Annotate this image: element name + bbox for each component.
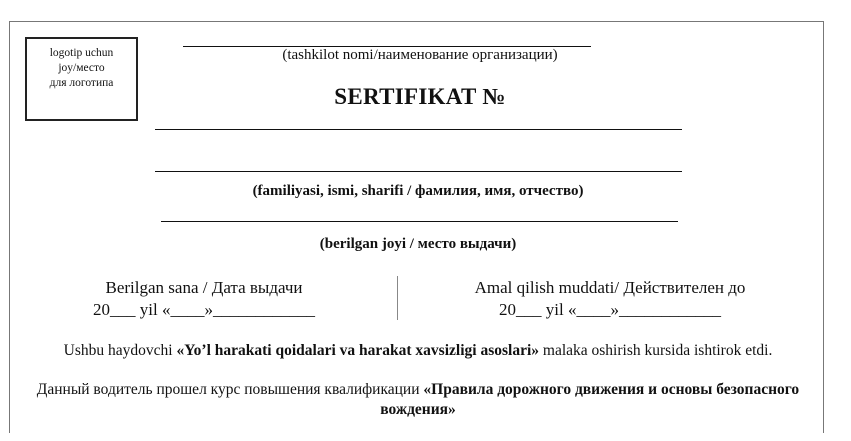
statement-uz	[64, 342, 773, 360]
issue-place-caption: (berilgan joyi / место выдачи)	[319, 236, 517, 252]
statement-ru-prefix: Данный водитель прошел курс повышения квалификации	[36, 381, 424, 398]
issue-place-line	[161, 221, 678, 222]
statement-uz-suffix: malaka oshirish kursida ishtirok etdi.	[539, 342, 773, 359]
logo-placeholder-line2: joy/место	[58, 62, 105, 74]
issue-date-label: Berilgan sana / Дата выдачи	[105, 278, 303, 297]
full-name-caption: (familiyasi, ismi, sharifi / фамилия, имя, отчество)	[252, 183, 584, 199]
logo-placeholder	[25, 37, 138, 121]
organization-caption: (tashkilot nomi/наименование организации)	[282, 47, 558, 63]
statement-uz-prefix: Ushbu haydovchi	[63, 342, 177, 359]
logo-placeholder-line1: logotip uchun	[49, 47, 114, 59]
logo-placeholder-line3: для логотипа	[49, 77, 114, 89]
statement-ru-course: «Правила дорожного движения и основы безопасного вождения»	[380, 381, 800, 418]
validity-value: 20___ yil «____»____________	[499, 300, 721, 319]
statement-uz-course: «Yo’l harakati qoidalari va harakat xavsizligi asoslari»	[176, 342, 540, 359]
name-line-2	[155, 171, 682, 172]
name-line-1	[155, 129, 682, 130]
column-divider	[397, 276, 398, 320]
statement-ru	[18, 380, 818, 420]
issue-date-value: 20___ yil «____»____________	[93, 300, 315, 319]
certificate-title: SERTIFIKAT №	[334, 84, 506, 109]
validity-label: Amal qilish muddati/ Действителен до	[474, 278, 746, 297]
